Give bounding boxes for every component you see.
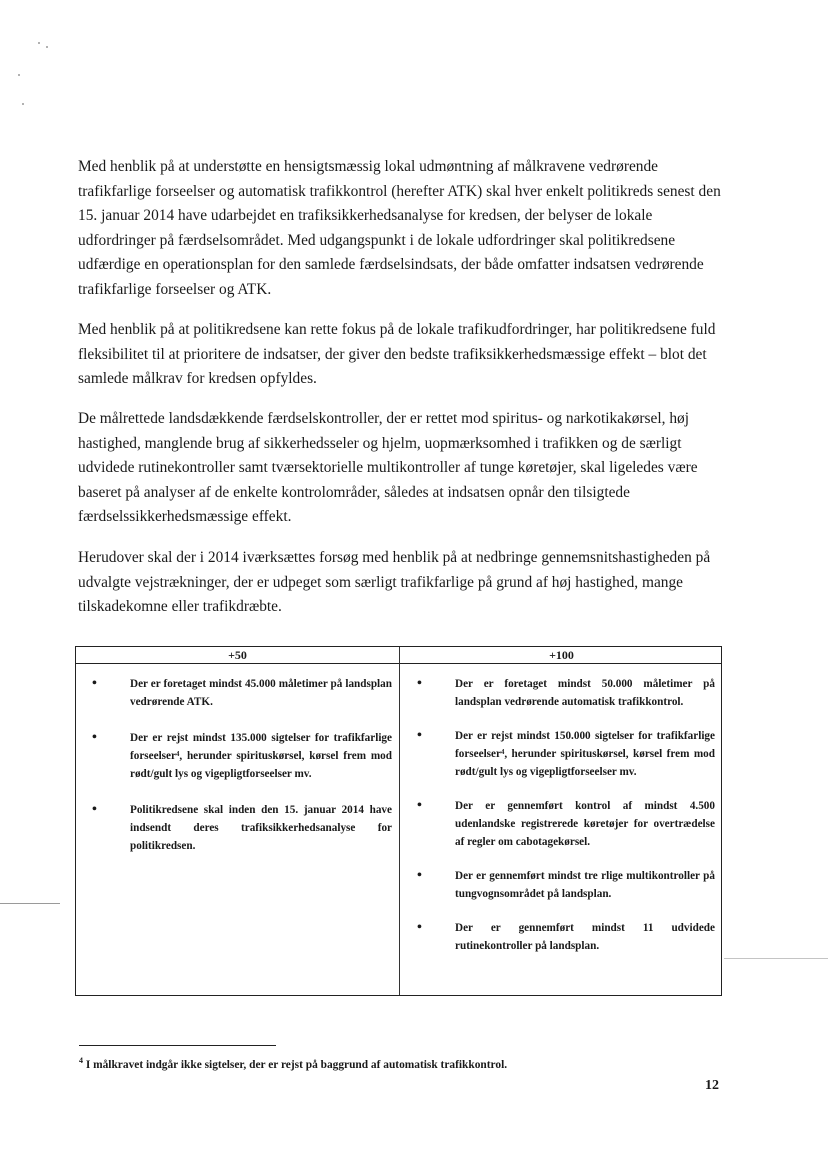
paragraph-text: Med henblik på at understøtte en hensigtsmæssig lokal udmøntning af målkravene vedrørende trafikfarlige forseelser og automatisk trafikkontrol (herefter ATK) skal hver enkelt politikreds senest den 15. januar 2014 have udarbejdet en trafiksikkerhedsanalyse for kredsen, der belyser de lokale udfordringer på færdselsområdet. Med udgangspunkt i de lokale udfordringer skal politikredsene udfærdige en operationsplan for den samlede færdselsindsats, der både omfatter indsatsen vedrørende trafikfarlige forseelser og ATK. <box>78 158 721 298</box>
list-item: • Der er gennemført mindst tre rlige multikontroller på tungvognsområdet på landsplan. <box>411 867 715 903</box>
list-item: • Der er gennemført kontrol af mindst 4.500 udenlandske registrerede køretøjer for overtrædelse af regler om cabotagekørsel. <box>411 797 715 851</box>
paragraph-text: Med henblik på at politikredsene kan rette fokus på de lokale trafikudfordringer, har politikredsene fuld fleksibilitet til at prioritere de indsatser, der giver den bedste trafiksikkerhedsmæssige effekt – blot det samlede målkrav for kredsen opfyldes. <box>78 321 716 387</box>
footnote <box>79 1056 507 1071</box>
list-item: • Der er foretaget mindst 50.000 måletimer på landsplan vedrørende automatisk trafikkontrol. <box>411 675 715 711</box>
bullet-list <box>86 675 392 855</box>
footnote-text: I målkravet indgår ikke sigtelser, der er rejst på baggrund af automatisk trafikkontrol. <box>83 1058 508 1071</box>
scan-artifact-line <box>0 903 60 904</box>
table-cell-plus100 <box>411 675 715 971</box>
scan-artifact-line <box>724 958 828 959</box>
table-header-plus50: +50 <box>228 648 247 662</box>
bullet-list <box>411 675 715 955</box>
list-item: • Der er foretaget mindst 45.000 måletimer på landsplan vedrørende ATK. <box>86 675 392 711</box>
paragraph-text: Herudover skal der i 2014 iværksættes forsøg med henblik på at nedbringe gennemsnitshastigheden på udvalgte vejstrækninger, der er udpeget som særligt trafikfarlige på grund af høj hastighed, mange tilskadekomne eller trafikdræbte. <box>78 549 711 615</box>
paragraph-2 <box>78 318 728 392</box>
table-cell-plus50 <box>86 675 392 873</box>
target-table <box>75 646 722 996</box>
page-number: 12 <box>705 1078 719 1093</box>
list-item: • Der er rejst mindst 135.000 sigtelser for trafikfarlige forseelser⁴, herunder spirituskørsel, kørsel frem mod rødt/gult lys og vigepligtforseelser mv. <box>86 729 392 783</box>
footnote-marker: 4 <box>79 1056 83 1065</box>
column-divider <box>399 647 400 995</box>
paragraph-4 <box>78 546 728 620</box>
paragraph-1 <box>78 155 728 302</box>
paragraph-3 <box>78 407 728 530</box>
table-header-plus100: +100 <box>549 648 574 662</box>
list-item: • Politikredsene skal inden den 15. januar 2014 have indsendt deres trafiksikkerhedsanalyse for politikredsen. <box>86 801 392 855</box>
list-item: • Der er rejst mindst 150.000 sigtelser for trafikfarlige forseelser⁴, herunder spirituskørsel, kørsel frem mod rødt/gult lys og vigepligtforseelser mv. <box>411 727 715 781</box>
paragraph-text: De målrettede landsdækkende færdselskontroller, der er rettet mod spiritus- og narkotikakørsel, høj hastighed, manglende brug af sikkerhedsseler og hjelm, uopmærksomhed i trafikken og de særligt udvidede rutinekontroller samt tværsektorielle multikontroller af tunge køretøjer, skal ligeledes være baseret på analyser af de enkelte kontrolområder, således at indsatsen opnår den tilsigtede færdselssikkerhedsmæssige effekt. <box>78 410 698 525</box>
footnote-separator <box>79 1045 276 1046</box>
list-item: • Der er gennemført mindst 11 udvidede rutinekontroller på landsplan. <box>411 919 715 955</box>
